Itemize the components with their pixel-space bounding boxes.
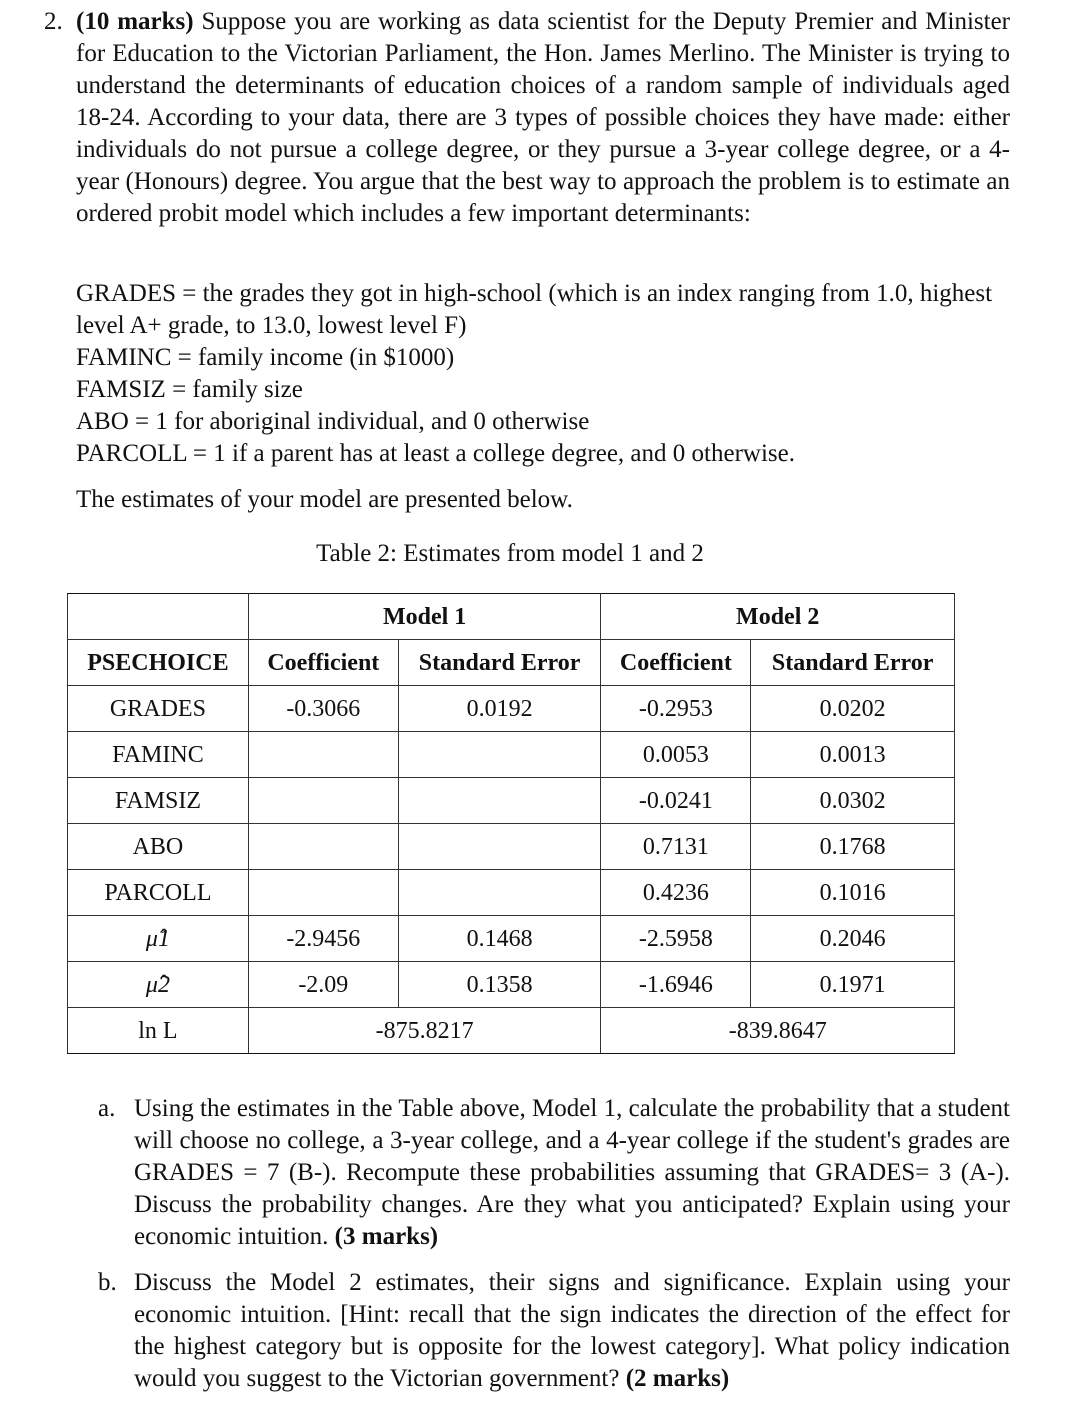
row-label: FAMSIZ [68, 778, 249, 824]
m2-lnl: -839.8647 [601, 1008, 955, 1054]
lnl-label: ln L [68, 1008, 249, 1054]
definition-faminc: FAMINC = family income (in $1000) [76, 344, 455, 371]
model1-header: Model 1 [248, 594, 601, 640]
table-row [68, 824, 955, 870]
definition-abo: ABO = 1 for aboriginal individual, and 0 otherwise [76, 408, 590, 435]
estimates-table [67, 593, 955, 1054]
m2-coef: 0.0053 [601, 732, 751, 778]
table-row [68, 916, 955, 962]
m2-coef: 0.4236 [601, 870, 751, 916]
subquestion-text: Using the estimates in the Table above, Model 1, calculate the probability that a student will choose no college, a 3-year college, and a 4-year college if the student's grades are GRADES = 7 (B-). Recompute these probabilities assuming that GRADES= 3 (A-). Discuss the probability changes. Are they what you anticipated? Explain using your economic intuition. [134, 1095, 1010, 1250]
m1-coef [248, 732, 398, 778]
variable-definitions [76, 278, 1010, 470]
m1-se: 0.1358 [398, 962, 601, 1008]
row-label: μ̂2 [68, 962, 249, 1008]
m1-coef [248, 870, 398, 916]
m1-coef: -2.9456 [248, 916, 398, 962]
m1-coef: -0.3066 [248, 686, 398, 732]
question-intro [76, 6, 1010, 230]
m1-se [398, 824, 601, 870]
table-row [68, 732, 955, 778]
table-header-columns [68, 640, 955, 686]
table-caption: Table 2: Estimates from model 1 and 2 [316, 540, 704, 567]
m2-se: 0.0202 [751, 686, 955, 732]
psechoice-header: PSECHOICE [68, 640, 249, 686]
subquestion-label: b. [98, 1269, 117, 1296]
m2-coef: -0.2953 [601, 686, 751, 732]
m2-se: 0.2046 [751, 916, 955, 962]
model2-header: Model 2 [601, 594, 955, 640]
m1-se [398, 778, 601, 824]
subquestion-marks: (3 marks) [334, 1223, 439, 1250]
definition-grades: GRADES = the grades they got in high-school (which is an index ranging from 1.0, highest level A+ grade, to 13.0, lowest level F) [76, 280, 993, 339]
m2-coef: -0.0241 [601, 778, 751, 824]
m1-coef: -2.09 [248, 962, 398, 1008]
m1-se: 0.0192 [398, 686, 601, 732]
question-marks: (10 marks) [76, 8, 194, 35]
m1-se [398, 870, 601, 916]
m2-coef: -1.6946 [601, 962, 751, 1008]
definition-famsiz: FAMSIZ = family size [76, 376, 303, 403]
m2-se: 0.1016 [751, 870, 955, 916]
m1-coef-header: Coefficient [248, 640, 398, 686]
subquestion-text: Discuss the Model 2 estimates, their signs and significance. Explain using your economic intuition. [Hint: recall that the sign indicates the direction of the effect for the highest category but is opposite for the lowest category]. What policy indication would you suggest to the Victorian government? [134, 1269, 1010, 1392]
m2-se-header: Standard Error [751, 640, 955, 686]
m1-coef [248, 778, 398, 824]
m1-se-header: Standard Error [398, 640, 601, 686]
m2-se: 0.0302 [751, 778, 955, 824]
row-label: μ̂1 [68, 916, 249, 962]
question-number: 2. [44, 8, 63, 35]
row-label: PARCOLL [68, 870, 249, 916]
table-row [68, 962, 955, 1008]
m2-coef: -2.5958 [601, 916, 751, 962]
table-row [68, 778, 955, 824]
m1-se [398, 732, 601, 778]
subquestions [96, 1093, 1010, 1409]
m2-se: 0.0013 [751, 732, 955, 778]
intro-text: Suppose you are working as data scientist for the Deputy Premier and Minister for Education to the Victorian Parliament, the Hon. James Merlino. The Minister is trying to understand the determinants of education choices of a random sample of individuals aged 18-24. According to your data, there are 3 types of possible choices they have made: either individuals do not pursue a college degree, or they pursue a 3-year college degree, or a 4-year (Honours) degree. You argue that the best way to approach the problem is to estimate an ordered probit model which includes a few important determinants: [76, 8, 1010, 227]
table-row [68, 686, 955, 732]
row-label: FAMINC [68, 732, 249, 778]
subquestion-marks: (2 marks) [625, 1365, 730, 1392]
row-label: ABO [68, 824, 249, 870]
table-header-models [68, 594, 955, 640]
row-label: GRADES [68, 686, 249, 732]
subquestion-b [96, 1267, 1010, 1395]
m2-se: 0.1971 [751, 962, 955, 1008]
m1-se: 0.1468 [398, 916, 601, 962]
table-row-lnl [68, 1008, 955, 1054]
table-row [68, 870, 955, 916]
definition-parcoll: PARCOLL = 1 if a parent has at least a college degree, and 0 otherwise. [76, 440, 795, 467]
m1-coef [248, 824, 398, 870]
m2-coef: 0.7131 [601, 824, 751, 870]
m2-coef-header: Coefficient [601, 640, 751, 686]
subquestion-label: a. [98, 1095, 116, 1122]
m1-lnl: -875.8217 [248, 1008, 601, 1054]
estimates-text: The estimates of your model are presented below. [76, 486, 573, 513]
m2-se: 0.1768 [751, 824, 955, 870]
subquestion-a [96, 1093, 1010, 1253]
